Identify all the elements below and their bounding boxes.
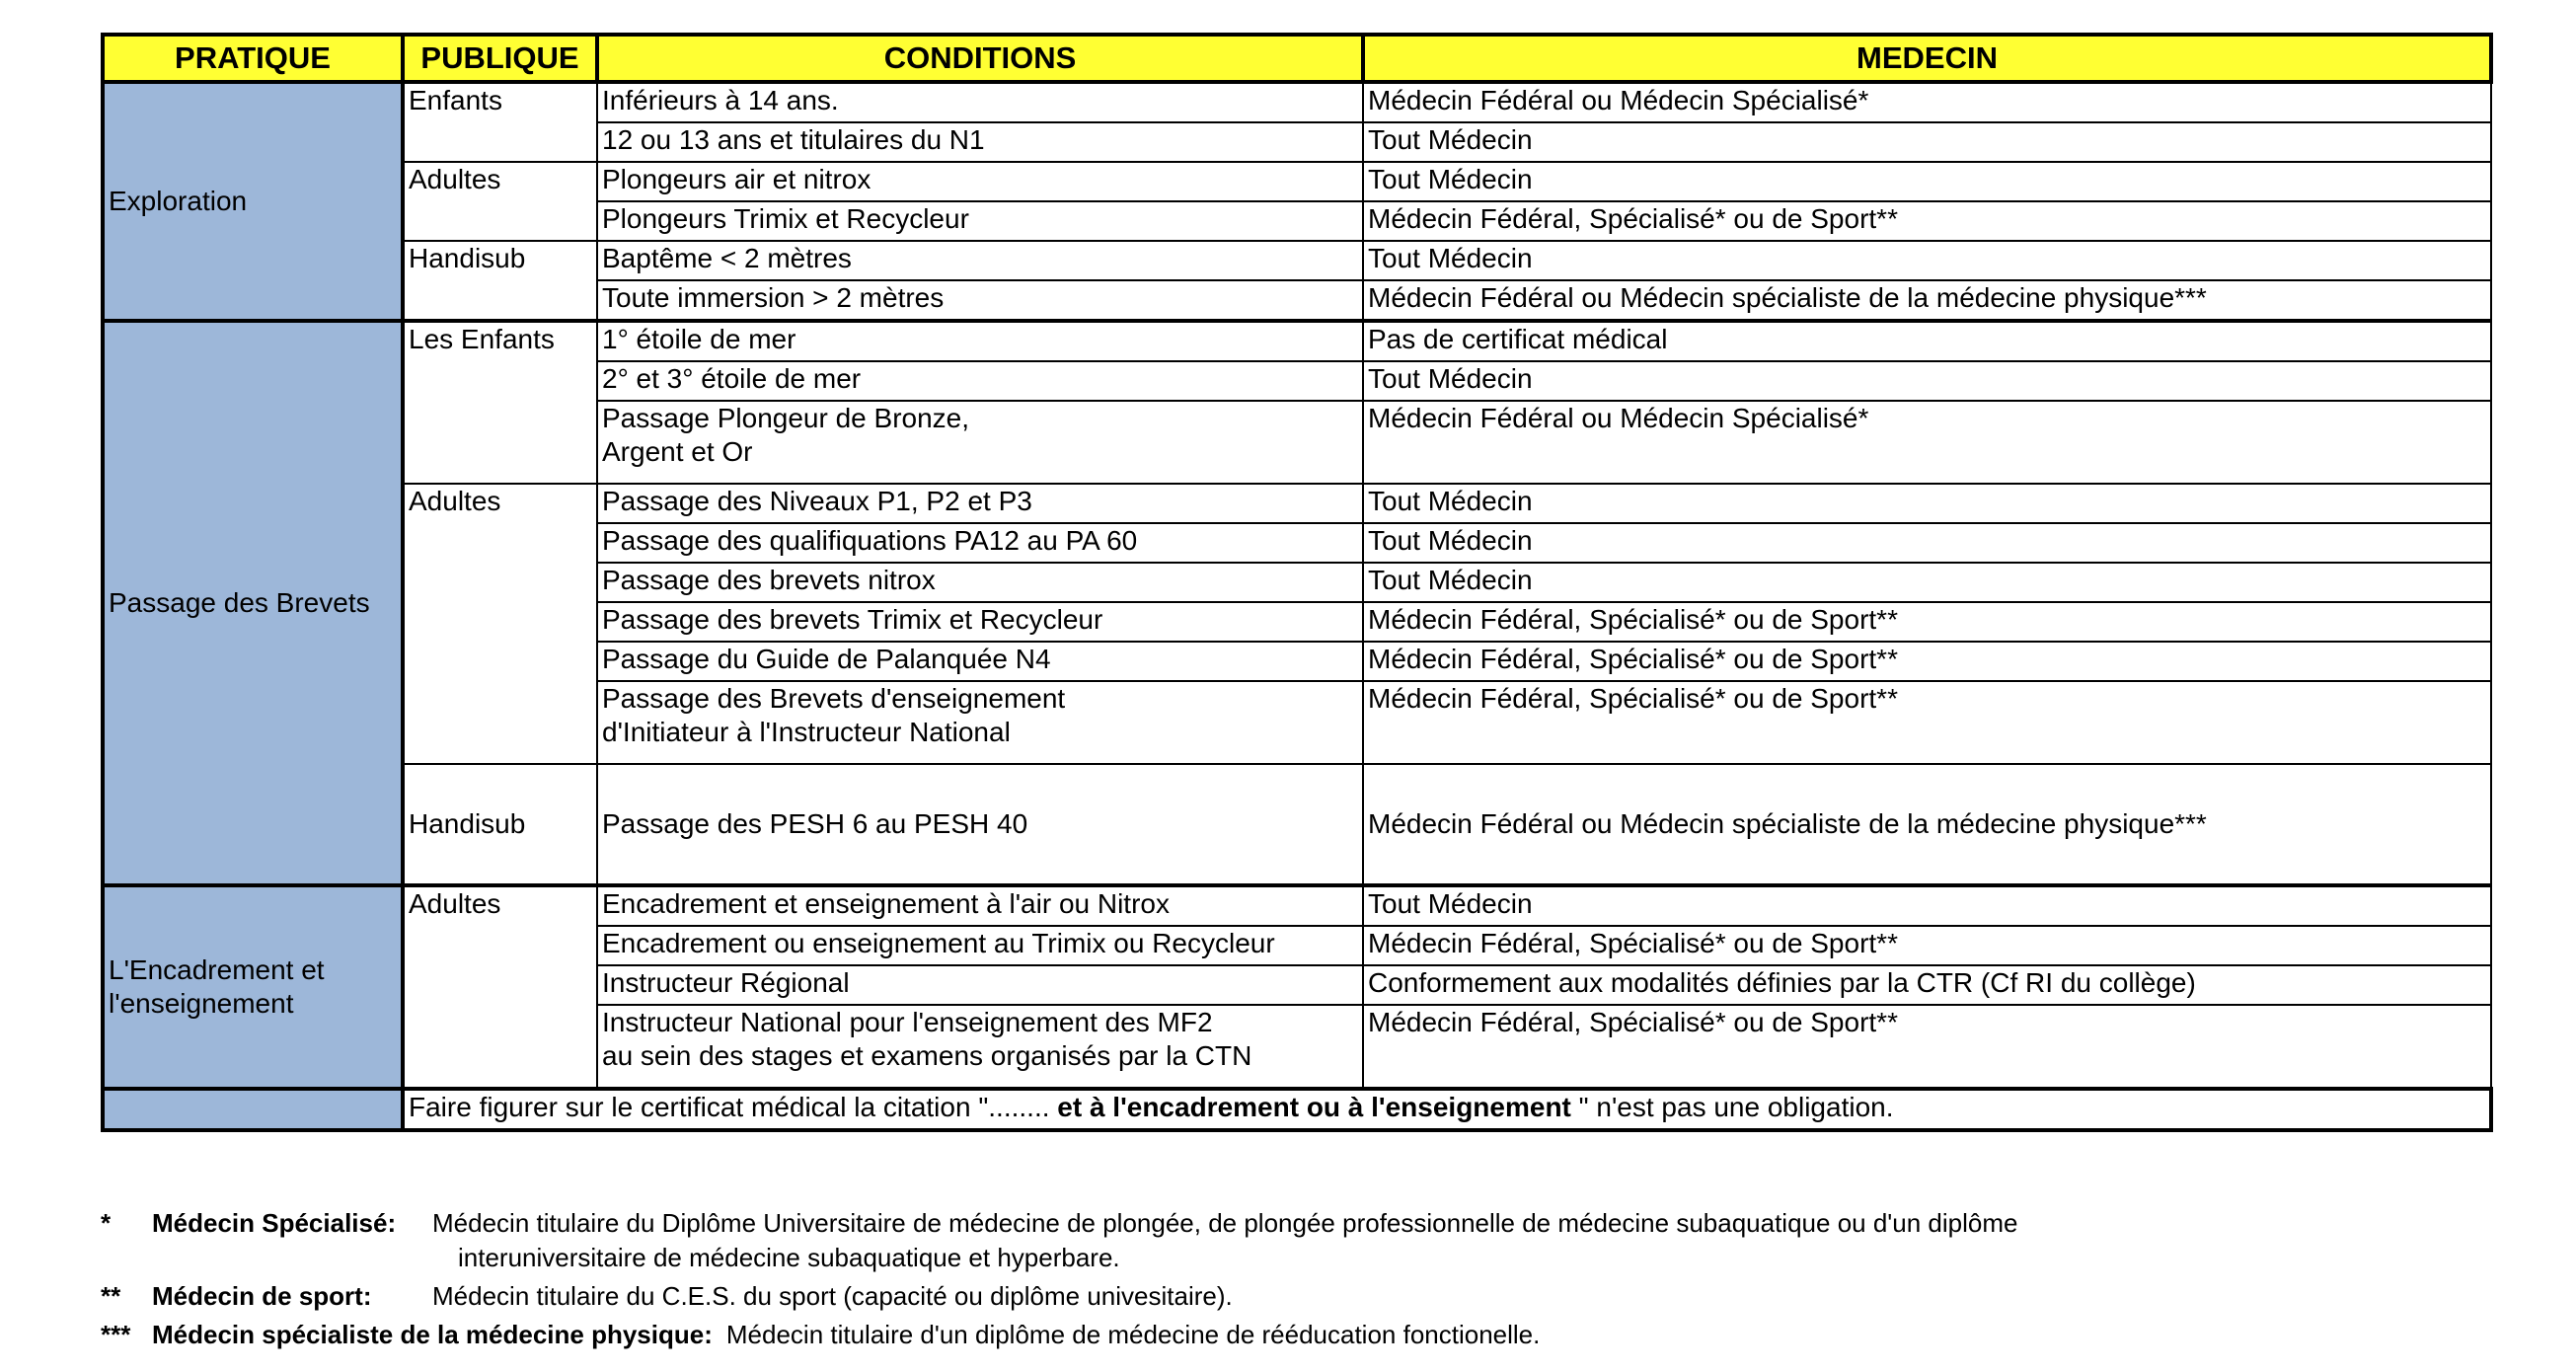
medecin-cell: Tout Médecin [1363, 484, 2491, 523]
medecin-cell: Tout Médecin [1363, 523, 2491, 563]
header-pratique: PRATIQUE [103, 35, 403, 82]
medecin-cell: Conformement aux modalités définies par la CTR (Cf RI du collège) [1363, 965, 2491, 1005]
table-row [103, 82, 2491, 122]
pratique-brevets: Passage des Brevets [103, 321, 403, 885]
condition-line: Argent et Or [602, 436, 753, 467]
footnote-mark: * [101, 1208, 112, 1238]
publique-adultes: Adultes [403, 162, 597, 241]
condition-cell: Passage des brevets nitrox [597, 563, 1363, 602]
condition-cell: Passage des brevets Trimix et Recycleur [597, 602, 1363, 642]
publique-adultes: Adultes [403, 885, 597, 1089]
medecin-cell: Médecin Fédéral ou Médecin spécialiste de la médecine physique*** [1363, 764, 2491, 885]
publique-les-enfants: Les Enfants [403, 321, 597, 484]
medecin-cell: Tout Médecin [1363, 361, 2491, 401]
condition-cell: Passage des qualifiquations PA12 au PA 60 [597, 523, 1363, 563]
condition-cell: Passage du Guide de Palanquée N4 [597, 642, 1363, 681]
medecin-cell: Médecin Fédéral, Spécialisé* ou de Sport** [1363, 926, 2491, 965]
pratique-exploration: Exploration [103, 82, 403, 321]
footnotes [101, 1206, 2489, 1352]
medecin-cell: Médecin Fédéral, Spécialisé* ou de Sport** [1363, 201, 2491, 241]
medical-certificate-table [101, 33, 2493, 1132]
condition-cell: Encadrement ou enseignement au Trimix ou Recycleur [597, 926, 1363, 965]
medecin-cell: Pas de certificat médical [1363, 321, 2491, 361]
condition-cell: Passage des Niveaux P1, P2 et P3 [597, 484, 1363, 523]
note-text-bold: et à l'encadrement ou à l'enseignement [1057, 1092, 1571, 1122]
medecin-cell: Médecin Fédéral, Spécialisé* ou de Sport** [1363, 602, 2491, 642]
publique-handisub: Handisub [403, 764, 597, 885]
medecin-cell: Tout Médecin [1363, 563, 2491, 602]
pratique-line: L'Encadrement et [109, 954, 325, 985]
medecin-cell: Médecin Fédéral ou Médecin spécialiste de la médecine physique*** [1363, 280, 2491, 321]
footnote-text: interuniversitaire de médecine subaquatique et hyperbare. [458, 1243, 1120, 1272]
footnote-1 [101, 1206, 2489, 1241]
header-row [103, 35, 2491, 82]
condition-cell: Plongeurs air et nitrox [597, 162, 1363, 201]
condition-cell: Encadrement et enseignement à l'air ou Nitrox [597, 885, 1363, 926]
medecin-cell: Médecin Fédéral ou Médecin Spécialisé* [1363, 82, 2491, 122]
footnote-label: Médecin spécialiste de la médecine physique: [152, 1320, 713, 1349]
note-text-before: Faire figurer sur le certificat médical la citation "........ [409, 1092, 1058, 1122]
condition-line: au sein des stages et examens organisés par la CTN [602, 1040, 1252, 1071]
condition-line: Instructeur National pour l'enseignement des MF2 [602, 1007, 1213, 1037]
medecin-cell: Médecin Fédéral ou Médecin Spécialisé* [1363, 401, 2491, 484]
header-publique: PUBLIQUE [403, 35, 597, 82]
footnote-text: Médecin titulaire du C.E.S. du sport (capacité ou diplôme univesitaire). [432, 1281, 1233, 1311]
table-row [103, 484, 2491, 523]
table-row [103, 162, 2491, 201]
condition-cell: 2° et 3° étoile de mer [597, 361, 1363, 401]
publique-adultes: Adultes [403, 484, 597, 764]
footnote-mark: *** [101, 1320, 131, 1349]
condition-cell: Passage des PESH 6 au PESH 40 [597, 764, 1363, 885]
condition-line: Passage Plongeur de Bronze, [602, 403, 970, 433]
footnote-label: Médecin de sport: [152, 1281, 372, 1311]
condition-cell: 12 ou 13 ans et titulaires du N1 [597, 122, 1363, 162]
publique-handisub: Handisub [403, 241, 597, 321]
condition-cell: Toute immersion > 2 mètres [597, 280, 1363, 321]
condition-cell [597, 401, 1363, 484]
medical-certificate-table-container [101, 33, 2489, 1132]
header-medecin: MEDECIN [1363, 35, 2491, 82]
table-row [103, 764, 2491, 885]
condition-cell [597, 1005, 1363, 1089]
note-text-after: " n'est pas une obligation. [1570, 1092, 1894, 1122]
footnote-text: Médecin titulaire d'un diplôme de médecine de rééducation fonctionelle. [725, 1320, 1541, 1349]
pratique-note-spacer [103, 1089, 403, 1130]
medecin-cell: Tout Médecin [1363, 241, 2491, 280]
pratique-line: l'enseignement [109, 988, 294, 1019]
publique-enfants: Enfants [403, 82, 597, 162]
condition-cell: Baptême < 2 mètres [597, 241, 1363, 280]
note-row [103, 1089, 2491, 1130]
footnote-text: Médecin titulaire du Diplôme Universitaire de médecine de plongée, de plongée professionnelle de médecine subaquatique ou d'un diplôme [432, 1208, 2018, 1238]
medecin-cell: Médecin Fédéral, Spécialisé* ou de Sport** [1363, 1005, 2491, 1089]
medecin-cell: Tout Médecin [1363, 162, 2491, 201]
condition-cell [597, 681, 1363, 764]
table-row [103, 321, 2491, 361]
condition-cell: 1° étoile de mer [597, 321, 1363, 361]
condition-cell: Instructeur Régional [597, 965, 1363, 1005]
condition-cell: Plongeurs Trimix et Recycleur [597, 201, 1363, 241]
header-conditions: CONDITIONS [597, 35, 1363, 82]
condition-line: Passage des Brevets d'enseignement [602, 683, 1066, 714]
footnote-mark: ** [101, 1281, 121, 1311]
medecin-cell: Médecin Fédéral, Spécialisé* ou de Sport** [1363, 642, 2491, 681]
medecin-cell: Tout Médecin [1363, 885, 2491, 926]
medecin-cell: Tout Médecin [1363, 122, 2491, 162]
table-row [103, 241, 2491, 280]
condition-line: d'Initiateur à l'Instructeur National [602, 717, 1011, 747]
medecin-cell: Médecin Fédéral, Spécialisé* ou de Sport** [1363, 681, 2491, 764]
footnote-1-cont [101, 1241, 2489, 1275]
pratique-encadrement [103, 885, 403, 1089]
condition-cell: Inférieurs à 14 ans. [597, 82, 1363, 122]
table-row [103, 885, 2491, 926]
footnote-2 [101, 1279, 2489, 1314]
note-cell [403, 1089, 2491, 1130]
footnote-3 [101, 1318, 2489, 1352]
footnote-label: Médecin Spécialisé: [152, 1208, 397, 1238]
